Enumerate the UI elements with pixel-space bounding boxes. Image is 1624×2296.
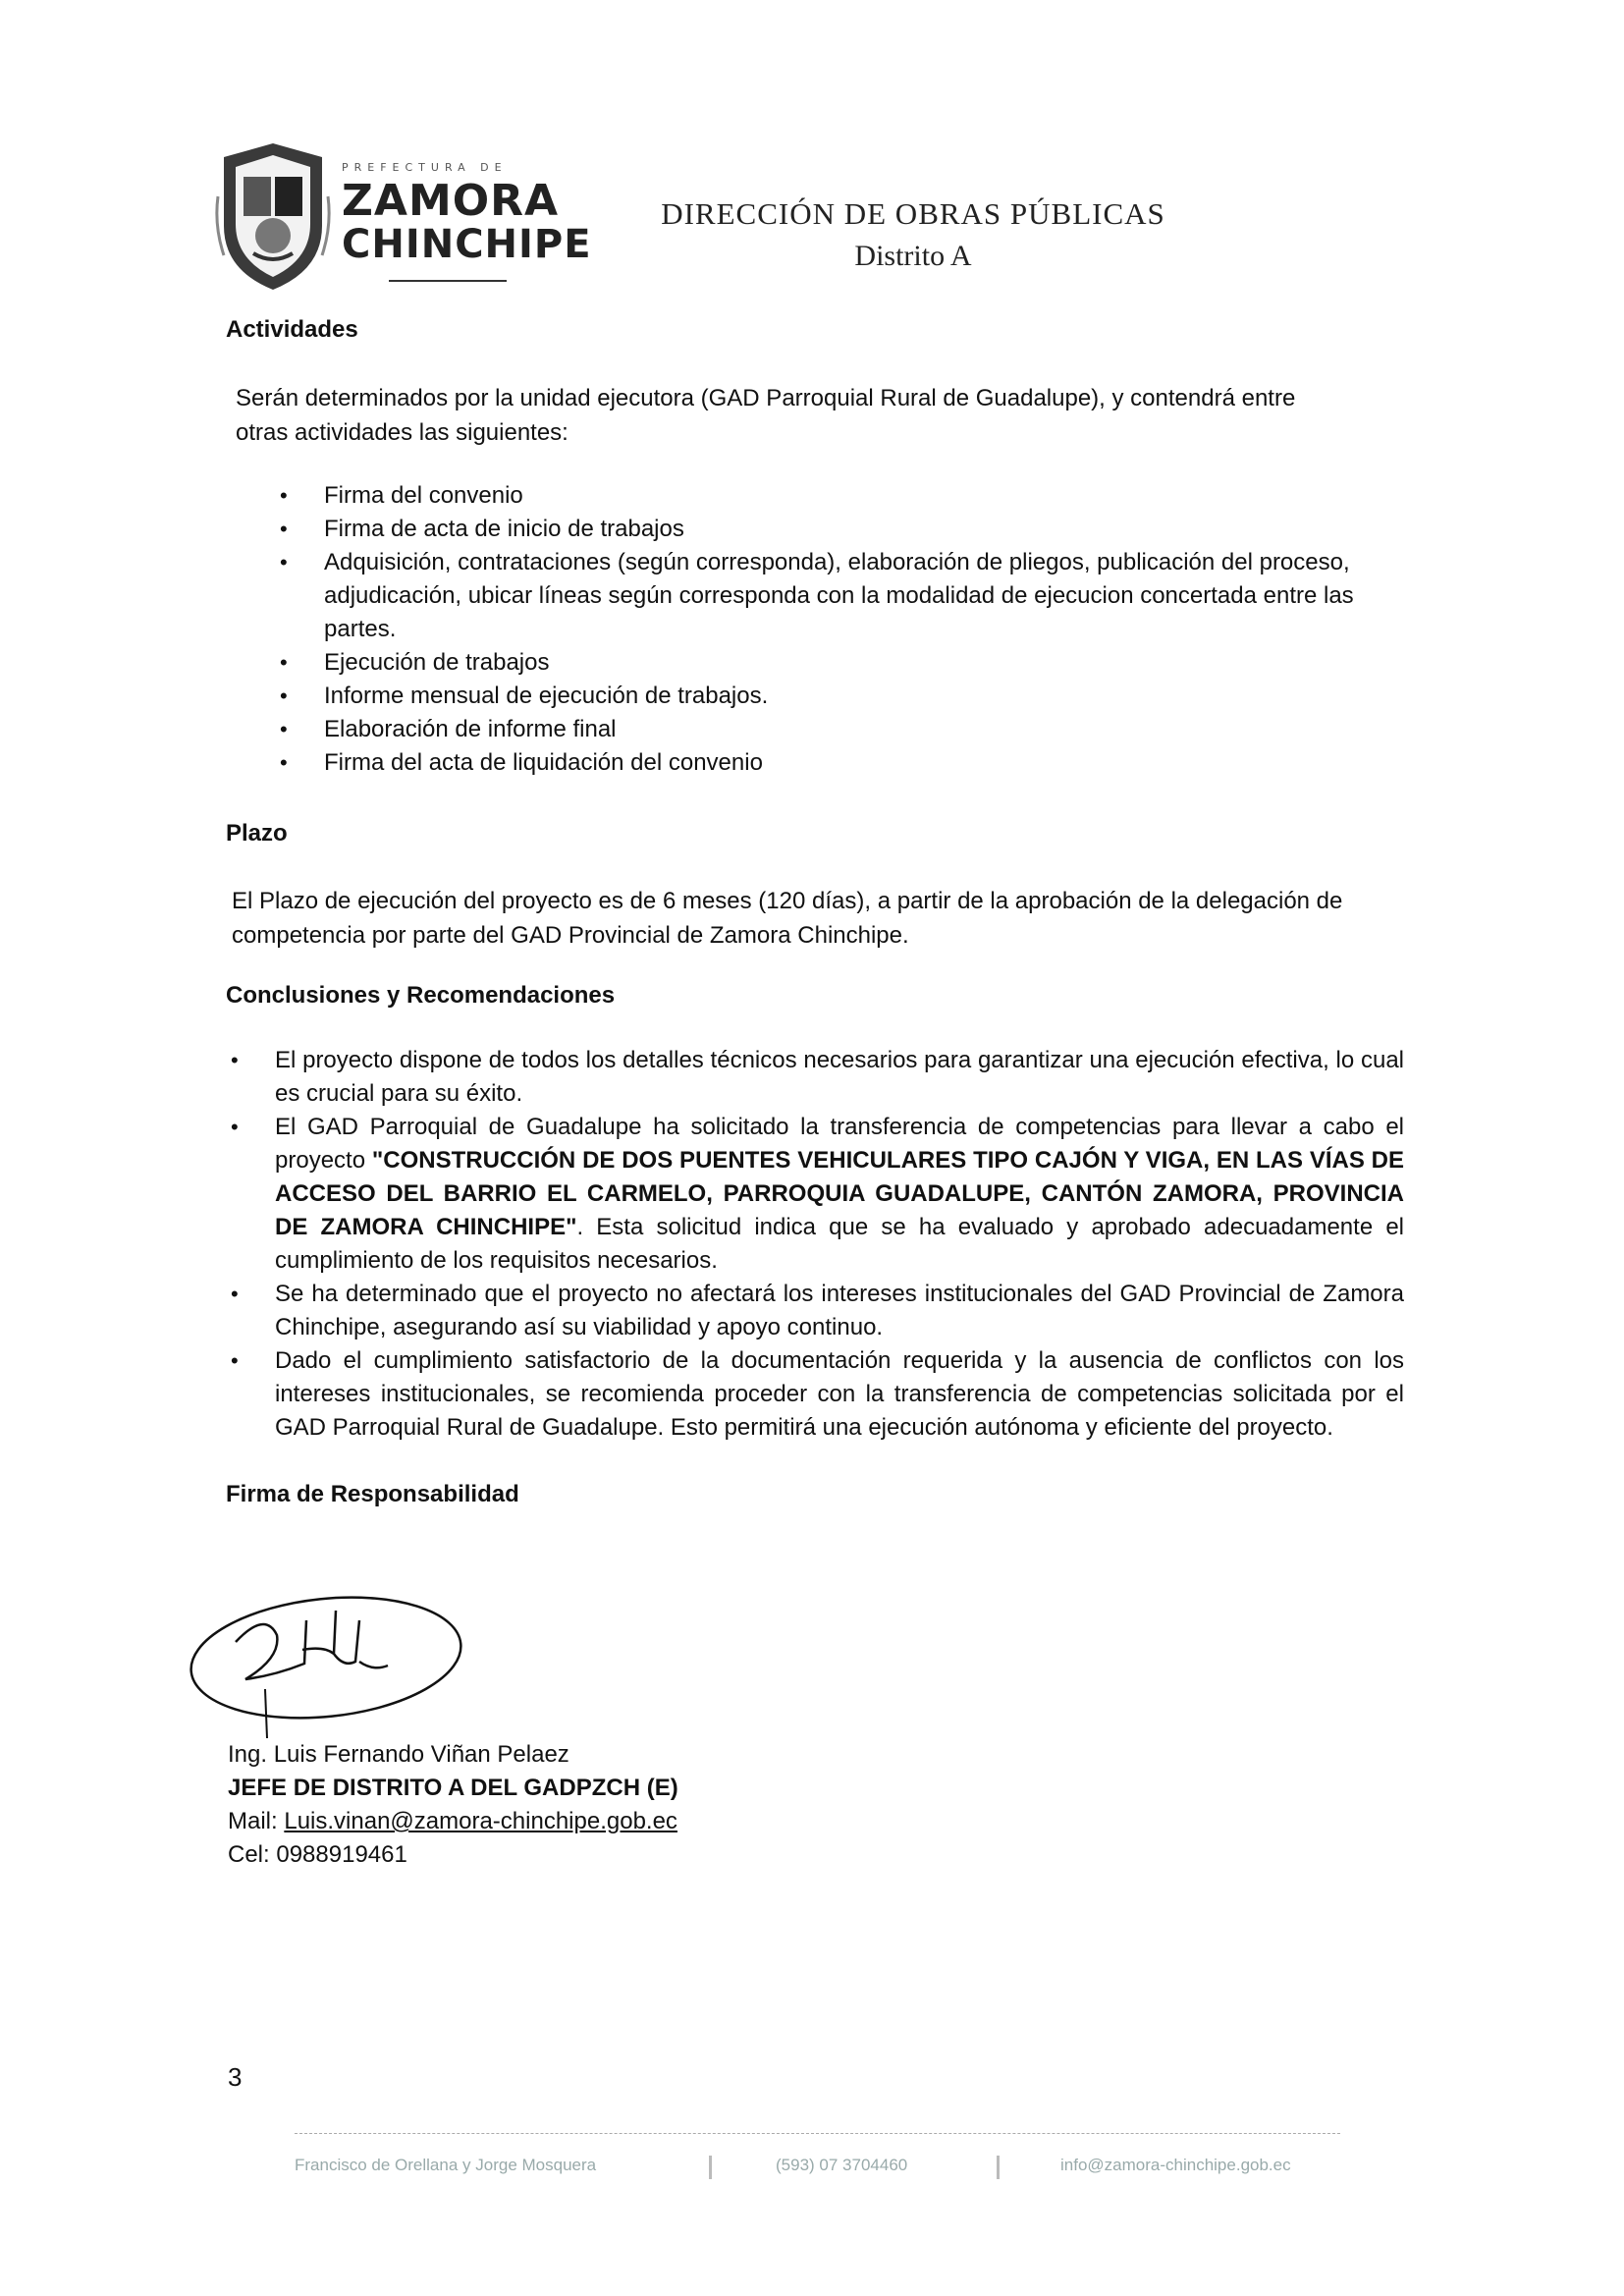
- list-item: • Dado el cumplimiento satisfactorio de la documentación requerida y la ausencia de conflictos con los intereses institucionales, se recomienda proceder con la transferencia de competencias solicitada por el GAD Parroquial Rural de Guadalupe. Esto permitirá una ejecución autónoma y eficiente del proyecto.: [275, 1344, 1404, 1445]
- department-header: [638, 196, 1188, 273]
- signatory-cel: [228, 1838, 678, 1872]
- cel-value: 0988919461: [276, 1841, 407, 1868]
- list-item: • Elaboración de informe final: [324, 713, 1384, 746]
- signatory-role: JEFE DE DISTRITO A DEL GADPZCH (E): [228, 1775, 678, 1801]
- footer-separator: [709, 2156, 712, 2179]
- list-item: • Firma de acta de inicio de trabajos: [324, 513, 1384, 546]
- logo-prefectura-label: PREFECTURA DE: [342, 161, 508, 174]
- actividades-intro: Serán determinados por la unidad ejecutora (GAD Parroquial Rural de Guadalupe), y contendrá entre otras actividades las siguientes:: [236, 385, 1296, 446]
- signatory-name: Ing. Luis Fernando Viñan Pelaez: [228, 1741, 569, 1768]
- footer-address: Francisco de Orellana y Jorge Mosquera: [295, 2156, 597, 2174]
- actividades-heading: Actividades: [226, 316, 358, 343]
- firma-heading: Firma de Responsabilidad: [226, 1481, 519, 1507]
- conclusiones-heading: Conclusiones y Recomendaciones: [226, 982, 616, 1009]
- project-request-text: El GAD Parroquial de Guadalupe ha solicitado la transferencia de competencias para llevar a cabo el proyecto: [275, 1114, 1404, 1174]
- logo-text: [342, 161, 592, 282]
- list-item: • Firma del convenio: [324, 479, 1384, 513]
- signatory-block: [228, 1738, 678, 1872]
- list-item: • El proyecto dispone de todos los detalles técnicos necesarios para garantizar una ejecución efectiva, lo cual es crucial para su éxito.: [275, 1044, 1404, 1111]
- prefectura-logo: [214, 137, 592, 304]
- conclusiones-list: [275, 1044, 1404, 1445]
- logo-zamora: ZAMORA: [342, 176, 560, 226]
- logo-chinchipe: CHINCHIPE: [342, 222, 592, 267]
- footer-separator: [997, 2156, 1000, 2179]
- list-item: • Informe mensual de ejecución de trabajos.: [324, 680, 1384, 713]
- list-item: • Firma del acta de liquidación del convenio: [324, 746, 1384, 780]
- footer-phone: (593) 07 3704460: [776, 2156, 908, 2174]
- plazo-heading: Plazo: [226, 820, 288, 847]
- handwritten-signature: [187, 1581, 471, 1743]
- page-number: 3: [228, 2062, 243, 2092]
- list-item: • Adquisición, contrataciones (según corresponda), elaboración de pliegos, publicación del proceso, adjudicación, ubicar líneas según corresponda con la modalidad de ejecucion concertada entre las partes.: [324, 546, 1384, 646]
- list-item: [275, 1111, 1404, 1278]
- footer-email: info@zamora-chinchipe.gob.ec: [1060, 2156, 1291, 2174]
- list-item: • Se ha determinado que el proyecto no afectará los intereses institucionales del GAD Provincial de Zamora Chinchipe, asegurando así su viabilidad y apoyo continuo.: [275, 1278, 1404, 1344]
- plazo-text: El Plazo de ejecución del proyecto es de 6 meses (120 días), a partir de la aprobación de la delegación de competencia por parte del GAD Provincial de Zamora Chinchipe.: [232, 888, 1343, 949]
- signatory-mail: [228, 1805, 678, 1838]
- mail-link[interactable]: Luis.vinan@zamora-chinchipe.gob.ec: [284, 1808, 677, 1834]
- district-label: Distrito A: [854, 240, 972, 272]
- actividades-list: [324, 479, 1384, 780]
- project-request-tail: . Esta solicitud indica que se ha evaluado y aprobado adecuadamente el cumplimiento de los requisitos necesarios.: [275, 1214, 1404, 1274]
- list-item: • Ejecución de trabajos: [324, 646, 1384, 680]
- footer-divider: [295, 2133, 1340, 2134]
- project-title: "CONSTRUCCIÓN DE DOS PUENTES VEHICULARES TIPO CAJÓN Y VIGA, EN LAS VÍAS DE ACCESO DEL BARRIO EL CARMELO, PARROQUIA GUADALUPE, CANTÓN ZAMORA, PROVINCIA DE ZAMORA CHINCHIPE": [275, 1147, 1405, 1240]
- mail-label: Mail:: [228, 1808, 278, 1834]
- department-title: DIRECCIÓN DE OBRAS PÚBLICAS: [661, 196, 1165, 231]
- shield-emblem-icon: [214, 137, 332, 295]
- cel-label: Cel:: [228, 1841, 270, 1868]
- logo-divider: [389, 280, 507, 282]
